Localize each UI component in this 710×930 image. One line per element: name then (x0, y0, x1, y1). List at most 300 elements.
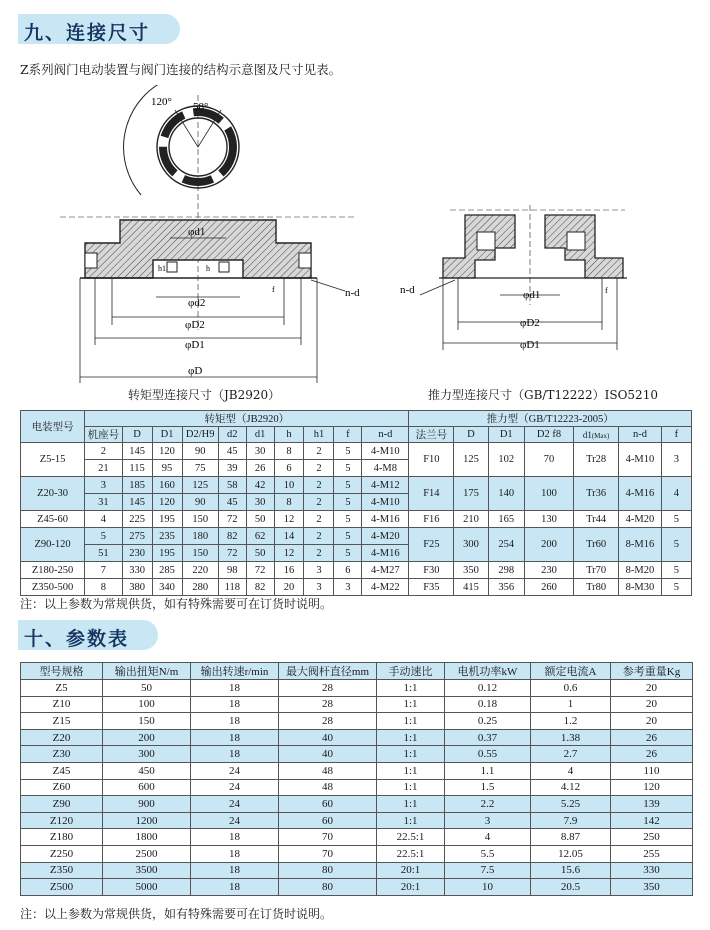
torque-cell: 380 (122, 579, 152, 596)
torque-cell: 2 (304, 528, 334, 545)
param-cell: 1 (531, 696, 611, 713)
param-cell: 60 (279, 812, 377, 829)
param-cell: 1:1 (377, 746, 445, 763)
thrust-cell: 5 (661, 579, 691, 596)
torque-cell: 12 (274, 545, 304, 562)
label-d2: φd2 (188, 297, 206, 309)
param-cell: 5.25 (531, 796, 611, 813)
param-row (21, 796, 693, 813)
param-cell: 10 (445, 879, 531, 896)
param-cell: 7.5 (445, 862, 531, 879)
thrust-cell: 356 (488, 579, 524, 596)
thrust-cell: F25 (409, 528, 454, 562)
param-cell: 0.37 (445, 729, 531, 746)
table-subheader-row (21, 427, 692, 443)
param-cell: 20 (611, 713, 693, 730)
param-cell: 1:1 (377, 680, 445, 697)
torque-cell: 195 (152, 511, 182, 528)
thrust-cell: 4-M20 (619, 511, 662, 528)
torque-cell: 31 (85, 494, 122, 511)
param-cell: Z10 (21, 696, 103, 713)
thrust-cell: 230 (524, 562, 573, 579)
header-cell: D2 f8 (524, 427, 573, 443)
model-cell: Z20-30 (21, 477, 85, 511)
thrust-caption: 推力型连接尺寸（GB/T12222）ISO5210 (428, 388, 658, 402)
thrust-cell: F10 (409, 443, 454, 477)
param-cell: Z120 (21, 812, 103, 829)
thrust-cell: 125 (454, 443, 488, 477)
param-cell: 18 (191, 829, 279, 846)
intro-text: Z系列阀门电动装置与阀门连接的结构示意图及尺寸见表。 (20, 62, 342, 77)
thrust-cell: Tr60 (574, 528, 619, 562)
param-cell: 70 (279, 829, 377, 846)
model-cell: Z350-500 (21, 579, 85, 596)
header-cell: D1 (488, 427, 524, 443)
param-cell: 18 (191, 862, 279, 879)
table2-note: 注：以上参数为常规供货，如有特殊需要可在订货时说明。 (20, 907, 333, 921)
section-header-connection (18, 14, 180, 44)
torque-cell: 10 (274, 477, 304, 494)
header-d1: d1 (582, 429, 592, 440)
model-cell: Z45-60 (21, 511, 85, 528)
torque-cell: 45 (218, 443, 246, 460)
torque-cell: 5 (334, 545, 362, 562)
param-cell: Z45 (21, 762, 103, 779)
label-nd: n-d (345, 287, 360, 299)
param-cell: 20:1 (377, 862, 445, 879)
thrust-cell: 130 (524, 511, 573, 528)
torque-cell: 285 (152, 562, 182, 579)
label-h: h (206, 264, 210, 273)
torque-cell: 115 (122, 460, 152, 477)
thrust-cell: Tr44 (574, 511, 619, 528)
param-cell: 1:1 (377, 812, 445, 829)
param-cell: 2.7 (531, 746, 611, 763)
param-cell: Z90 (21, 796, 103, 813)
param-cell: 80 (279, 862, 377, 879)
torque-cell: 5 (334, 443, 362, 460)
section-title: 九、连接尺寸 (24, 22, 151, 44)
right-label-D2: φD2 (520, 317, 540, 329)
thrust-cell: Tr28 (574, 443, 619, 477)
thrust-cell: F16 (409, 511, 454, 528)
param-cell: 18 (191, 729, 279, 746)
param-header-cell: 手动速比 (377, 663, 445, 680)
header-cell: h1 (304, 427, 334, 443)
torque-cell: 6 (334, 562, 362, 579)
param-cell: 18 (191, 713, 279, 730)
param-cell: 28 (279, 680, 377, 697)
param-cell: 18 (191, 879, 279, 896)
torque-cell: 8 (274, 443, 304, 460)
header-cell: f (334, 427, 362, 443)
torque-cell: 5 (334, 528, 362, 545)
param-cell: 900 (103, 796, 191, 813)
param-header-cell: 输出扭矩N/m (103, 663, 191, 680)
param-cell: 1.38 (531, 729, 611, 746)
thrust-cell: 70 (524, 443, 573, 477)
param-cell: 20.5 (531, 879, 611, 896)
torque-cell: 160 (152, 477, 182, 494)
param-header-cell: 最大阀杆直径mm (279, 663, 377, 680)
torque-cell: 72 (246, 562, 274, 579)
torque-cell: 21 (85, 460, 122, 477)
param-cell: 450 (103, 762, 191, 779)
param-row (21, 779, 693, 796)
param-header-row (21, 663, 693, 680)
thrust-cell: 8-M30 (619, 579, 662, 596)
param-cell: 18 (191, 696, 279, 713)
torque-cell: 82 (218, 528, 246, 545)
param-cell: 8.87 (531, 829, 611, 846)
torque-cell: 72 (218, 511, 246, 528)
label-d1: φd1 (188, 226, 206, 238)
param-row (21, 762, 693, 779)
torque-cell: 2 (304, 545, 334, 562)
table-row (21, 528, 692, 545)
header-cell: 法兰号 (409, 427, 454, 443)
torque-cell: 340 (152, 579, 182, 596)
param-cell: 1:1 (377, 762, 445, 779)
thrust-cell: 350 (454, 562, 488, 579)
param-cell: 250 (611, 829, 693, 846)
torque-cell: 195 (152, 545, 182, 562)
param-cell: 20 (611, 680, 693, 697)
param-cell: 24 (191, 796, 279, 813)
torque-cell: 145 (122, 443, 152, 460)
param-cell: Z250 (21, 845, 103, 862)
header-cell: 机座号 (85, 427, 122, 443)
torque-cell: 150 (182, 511, 218, 528)
param-cell: 0.25 (445, 713, 531, 730)
thrust-cell: 8-M20 (619, 562, 662, 579)
param-cell: 5.5 (445, 845, 531, 862)
param-cell: 2.2 (445, 796, 531, 813)
param-cell: 4 (531, 762, 611, 779)
param-cell: 139 (611, 796, 693, 813)
header-cell: d1 (246, 427, 274, 443)
angle-58-label: 58° (193, 101, 209, 113)
param-header-cell: 型号规格 (21, 663, 103, 680)
thrust-cell: 415 (454, 579, 488, 596)
param-cell: 0.12 (445, 680, 531, 697)
torque-cell: 90 (182, 494, 218, 511)
right-label-d1: φd1 (523, 289, 541, 301)
table-row (21, 579, 692, 596)
model-cell: Z180-250 (21, 562, 85, 579)
torque-cell: 4-M27 (362, 562, 409, 579)
param-cell: 28 (279, 696, 377, 713)
thrust-cell: 4-M10 (619, 443, 662, 477)
param-row (21, 862, 693, 879)
param-cell: 24 (191, 762, 279, 779)
thrust-connection-diagram (395, 200, 645, 370)
param-row (21, 696, 693, 713)
torque-cell: 6 (274, 460, 304, 477)
table-row (21, 443, 692, 460)
torque-cell: 75 (182, 460, 218, 477)
param-cell: Z180 (21, 829, 103, 846)
thrust-cell: 100 (524, 477, 573, 511)
torque-cell: 26 (246, 460, 274, 477)
torque-cell: 5 (334, 494, 362, 511)
param-cell: 18 (191, 845, 279, 862)
param-cell: 24 (191, 779, 279, 796)
param-cell: Z30 (21, 746, 103, 763)
param-cell: 0.6 (531, 680, 611, 697)
thrust-cell: 200 (524, 528, 573, 562)
thrust-cell: 8-M16 (619, 528, 662, 562)
param-row (21, 729, 693, 746)
thrust-cell: 140 (488, 477, 524, 511)
torque-cell: 20 (274, 579, 304, 596)
torque-cell: 2 (304, 477, 334, 494)
param-header-cell: 电机功率kW (445, 663, 531, 680)
param-cell: 255 (611, 845, 693, 862)
torque-cell: 4-M12 (362, 477, 409, 494)
param-cell: 80 (279, 879, 377, 896)
param-cell: Z15 (21, 713, 103, 730)
thrust-cell: 210 (454, 511, 488, 528)
header-torque-group: 转矩型（JB2920） (85, 411, 409, 427)
torque-cell: 4-M22 (362, 579, 409, 596)
thrust-cell: 300 (454, 528, 488, 562)
right-label-f: f (605, 286, 608, 295)
param-cell: 1.5 (445, 779, 531, 796)
thrust-cell: 102 (488, 443, 524, 477)
torque-cell: 14 (274, 528, 304, 545)
label-D1: φD1 (185, 339, 205, 351)
torque-cell: 82 (246, 579, 274, 596)
param-cell: 142 (611, 812, 693, 829)
param-cell: 48 (279, 762, 377, 779)
param-cell: 1:1 (377, 729, 445, 746)
label-D: φD (188, 365, 203, 377)
param-row (21, 829, 693, 846)
param-cell: 0.55 (445, 746, 531, 763)
param-cell: 1:1 (377, 713, 445, 730)
top-view (124, 85, 239, 330)
param-cell: 1800 (103, 829, 191, 846)
torque-cell: 30 (246, 443, 274, 460)
param-row (21, 812, 693, 829)
param-cell: 600 (103, 779, 191, 796)
param-cell: 22.5:1 (377, 829, 445, 846)
param-cell: 60 (279, 796, 377, 813)
param-cell: 5000 (103, 879, 191, 896)
param-cell: 300 (103, 746, 191, 763)
torque-cell: 2 (304, 443, 334, 460)
torque-connection-diagram (55, 85, 365, 385)
param-row (21, 680, 693, 697)
torque-cell: 330 (122, 562, 152, 579)
torque-cell: 120 (152, 494, 182, 511)
param-row (21, 879, 693, 896)
param-cell: 26 (611, 746, 693, 763)
torque-cell: 4-M10 (362, 443, 409, 460)
torque-cell: 220 (182, 562, 218, 579)
thrust-cell: 5 (661, 511, 691, 528)
param-cell: 7.9 (531, 812, 611, 829)
section2-title: 十、参数表 (24, 628, 130, 650)
param-cell: Z5 (21, 680, 103, 697)
param-cell: 20:1 (377, 879, 445, 896)
torque-cell: 3 (304, 579, 334, 596)
torque-cell: 98 (218, 562, 246, 579)
torque-cell: 72 (218, 545, 246, 562)
torque-cell: 8 (85, 579, 122, 596)
table-row (21, 562, 692, 579)
torque-cell: 225 (122, 511, 152, 528)
right-label-nd: n-d (400, 284, 415, 296)
torque-cell: 2 (304, 511, 334, 528)
thrust-cell: 4 (661, 477, 691, 511)
param-cell: 100 (103, 696, 191, 713)
param-row (21, 845, 693, 862)
torque-cell: 150 (182, 545, 218, 562)
torque-cell: 275 (122, 528, 152, 545)
torque-cell: 280 (182, 579, 218, 596)
header-thrust-group: 推力型（GB/T12223-2005） (409, 411, 692, 427)
thrust-cell: 254 (488, 528, 524, 562)
header-cell: n-d (619, 427, 662, 443)
torque-cell: 118 (218, 579, 246, 596)
torque-cell: 120 (152, 443, 182, 460)
param-cell: Z350 (21, 862, 103, 879)
thrust-cell: 298 (488, 562, 524, 579)
torque-cell: 4 (85, 511, 122, 528)
thrust-cell: 5 (661, 528, 691, 562)
param-cell: 1:1 (377, 779, 445, 796)
torque-cell: 4-M16 (362, 511, 409, 528)
param-cell: 48 (279, 779, 377, 796)
param-cell: 1:1 (377, 696, 445, 713)
param-cell: 26 (611, 729, 693, 746)
torque-cell: 50 (246, 545, 274, 562)
param-cell: Z500 (21, 879, 103, 896)
param-cell: 200 (103, 729, 191, 746)
param-cell: 15.6 (531, 862, 611, 879)
torque-cell: 30 (246, 494, 274, 511)
torque-cell: 62 (246, 528, 274, 545)
thrust-cell: Tr80 (574, 579, 619, 596)
torque-cell: 5 (85, 528, 122, 545)
torque-caption: 转矩型连接尺寸（JB2920） (128, 388, 281, 402)
param-cell: 40 (279, 746, 377, 763)
torque-cell: 16 (274, 562, 304, 579)
param-header-cell: 参考重量Kg (611, 663, 693, 680)
param-header-cell: 输出转速r/min (191, 663, 279, 680)
header-cell-d1max (574, 427, 619, 443)
torque-cell: 2 (304, 460, 334, 477)
param-cell: 120 (611, 779, 693, 796)
table-row (21, 477, 692, 494)
param-row (21, 713, 693, 730)
torque-cell: 4-M8 (362, 460, 409, 477)
torque-cell: 7 (85, 562, 122, 579)
param-cell: 3 (445, 812, 531, 829)
thrust-cell: 5 (661, 562, 691, 579)
header-cell: n-d (362, 427, 409, 443)
header-cell: d2 (218, 427, 246, 443)
header-cell: h (274, 427, 304, 443)
thrust-cell: Tr36 (574, 477, 619, 511)
param-cell: 18 (191, 680, 279, 697)
param-cell: 22.5:1 (377, 845, 445, 862)
torque-cell: 2 (304, 494, 334, 511)
param-cell: Z20 (21, 729, 103, 746)
param-cell: 1:1 (377, 796, 445, 813)
header-cell: f (661, 427, 691, 443)
param-cell: 40 (279, 729, 377, 746)
torque-cell: 3 (334, 579, 362, 596)
torque-cell: 58 (218, 477, 246, 494)
thrust-cell: Tr70 (574, 562, 619, 579)
param-cell: 12.05 (531, 845, 611, 862)
torque-cell: 95 (152, 460, 182, 477)
parameter-table (20, 662, 693, 896)
torque-cell: 2 (85, 443, 122, 460)
header-device-model: 电装型号 (21, 411, 85, 443)
param-cell: 350 (611, 879, 693, 896)
torque-cell: 4-M10 (362, 494, 409, 511)
header-cell: D (122, 427, 152, 443)
param-header-cell: 额定电流A (531, 663, 611, 680)
header-cell: D1 (152, 427, 182, 443)
param-cell: 50 (103, 680, 191, 697)
table1-note: 注：以上参数为常规供货，如有特殊需要可在订货时说明。 (20, 597, 333, 611)
header-cell: D (454, 427, 488, 443)
torque-cell: 125 (182, 477, 218, 494)
torque-cell: 4-M20 (362, 528, 409, 545)
thrust-cell: 260 (524, 579, 573, 596)
param-cell: 24 (191, 812, 279, 829)
torque-cell: 145 (122, 494, 152, 511)
param-cell: 1200 (103, 812, 191, 829)
param-cell: 1.1 (445, 762, 531, 779)
thrust-cell: 175 (454, 477, 488, 511)
thrust-cell: 165 (488, 511, 524, 528)
torque-cell: 235 (152, 528, 182, 545)
thrust-cell: 4-M16 (619, 477, 662, 511)
torque-cell: 3 (85, 477, 122, 494)
label-f: f (272, 285, 275, 294)
param-cell: 150 (103, 713, 191, 730)
section-header-params (18, 620, 158, 650)
torque-cell: 4-M16 (362, 545, 409, 562)
torque-cell: 50 (246, 511, 274, 528)
param-cell: 28 (279, 713, 377, 730)
param-cell: 70 (279, 845, 377, 862)
torque-cell: 5 (334, 477, 362, 494)
model-cell: Z5-15 (21, 443, 85, 477)
param-cell: 20 (611, 696, 693, 713)
param-cell: 4 (445, 829, 531, 846)
torque-cell: 230 (122, 545, 152, 562)
param-cell: 4.12 (531, 779, 611, 796)
param-cell: 3500 (103, 862, 191, 879)
torque-cell: 5 (334, 460, 362, 477)
torque-cell: 90 (182, 443, 218, 460)
param-cell: Z60 (21, 779, 103, 796)
torque-cell: 45 (218, 494, 246, 511)
param-cell: 330 (611, 862, 693, 879)
thrust-cell: F35 (409, 579, 454, 596)
thrust-cell: F14 (409, 477, 454, 511)
torque-cell: 39 (218, 460, 246, 477)
param-row (21, 746, 693, 763)
thrust-cell: 3 (661, 443, 691, 477)
